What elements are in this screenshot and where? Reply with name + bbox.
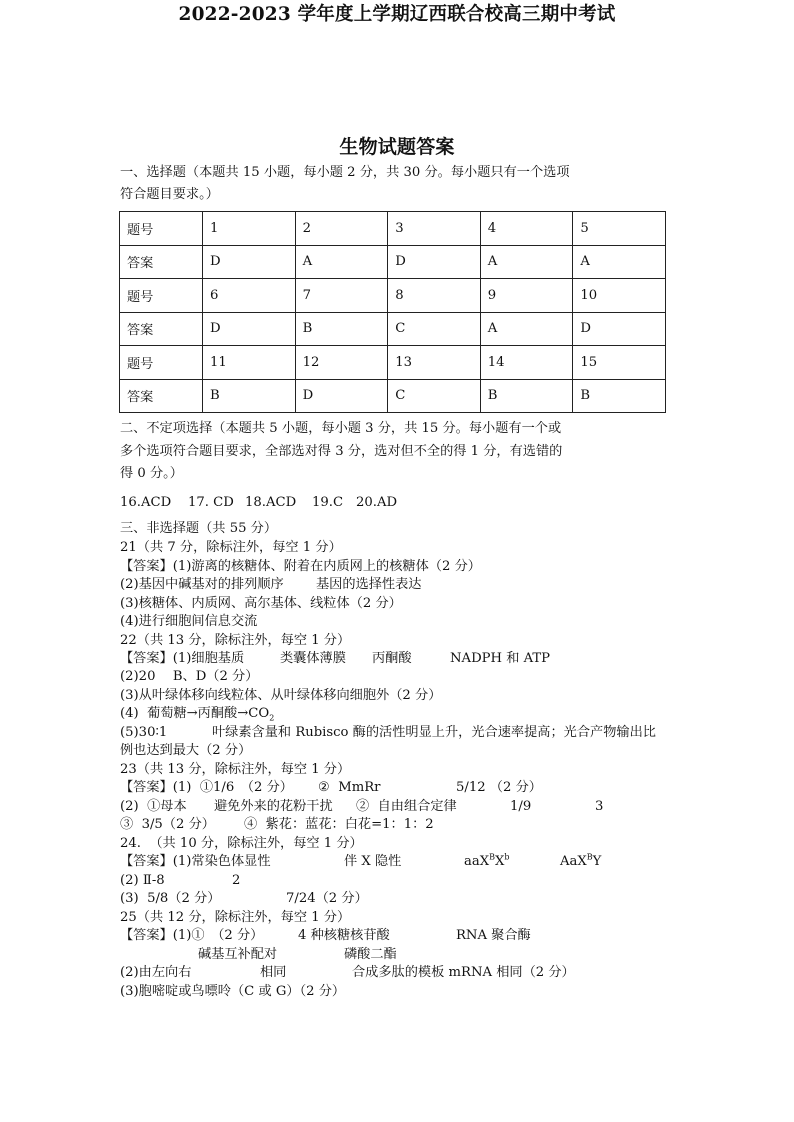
answer-table-cell: B — [573, 379, 666, 413]
answer-table-cell: A — [295, 245, 388, 279]
answer-table — [119, 211, 666, 413]
answer-table-cell: 5 — [573, 212, 666, 246]
answer-table-cell: A — [480, 245, 573, 279]
answer-table-cell: 4 — [480, 212, 573, 246]
q24-answer-3a: (3) 5/8（2 分） — [120, 891, 221, 906]
q25-answer-1d: 碱基互补配对 — [198, 947, 278, 962]
answer-table-cell: D — [388, 245, 481, 279]
q25-answer-1b: 4 种核糖核苷酸 — [298, 928, 390, 943]
section2-instructions-line3: 得 0 分。） — [120, 466, 183, 481]
answer-table-cell: B — [203, 379, 296, 413]
q21-answer-2a: (2)基因中碱基对的排列顺序 — [120, 577, 284, 592]
q25-answer-1e: 磷酸二酯 — [344, 947, 397, 962]
answer-table-cell: C — [388, 379, 481, 413]
q23-answer-3a: ③ 3/5（2 分） — [120, 817, 215, 832]
q22-answer-1d: NADPH 和 ATP — [450, 651, 551, 666]
answer-table-cell: D — [203, 312, 296, 346]
q24-answer-2a: (2) Ⅱ-8 — [120, 873, 165, 888]
q24-answer-1b: 伴 X 隐性 — [344, 854, 402, 869]
answer-table-cell: 6 — [203, 279, 296, 313]
q23-answer-1a: 【答案】(1) ①1/6 （2 分） — [120, 780, 293, 795]
answer-table-cell: B — [295, 312, 388, 346]
answer-table-cell: 14 — [480, 346, 573, 380]
answer-table-cell: 2 — [295, 212, 388, 246]
q21-answer-1: 【答案】(1)游离的核糖体、附着在内质网上的核糖体（2 分） — [120, 559, 481, 574]
q23-answer-2e: 3 — [595, 799, 604, 814]
q23-answer-2c: ② 自由组合定律 — [356, 799, 457, 814]
answer-table-cell: 1 — [203, 212, 296, 246]
q22-answer-5c: 例也达到最大（2 分） — [120, 743, 252, 758]
q21-answer-2b: 基因的选择性表达 — [316, 577, 422, 592]
answer-table-cell: 15 — [573, 346, 666, 380]
q21-answer-3: (3)核糖体、内质网、高尔基体、线粒体（2 分） — [120, 596, 402, 611]
q25-header: 25（共 12 分，除标注外，每空 1 分） — [120, 910, 351, 925]
answer-table-cell: B — [480, 379, 573, 413]
q24-genotype-1: $aaX^BX^b$ — [464, 852, 510, 869]
answer-table-cell: D — [295, 379, 388, 413]
q24-answer-1a: 【答案】(1)常染色体显性 — [120, 854, 271, 869]
multi-answer-16: 16.ACD — [120, 495, 172, 510]
answer-table-row — [120, 312, 666, 346]
answer-table-cell: A — [573, 245, 666, 279]
multi-answer-20: 20.AD — [356, 495, 398, 510]
q21-header: 21（共 7 分，除标注外，每空 1 分） — [120, 540, 342, 555]
answer-table-cell: 3 — [388, 212, 481, 246]
q22-answer-5b: 叶绿素含量和 Rubisco 酶的活性明显上升，光合速率提高；光合产物输出比 — [212, 725, 656, 740]
q23-header: 23（共 13 分，除标注外，每空 1 分） — [120, 762, 351, 777]
q25-answer-3: (3)胞嘧啶或鸟嘌呤（C 或 G）（2 分） — [120, 984, 346, 999]
section2-instructions-line1: 二、不定项选择（本题共 5 小题，每小题 3 分，共 15 分。每小题有一个或 — [120, 421, 562, 436]
answer-table-cell: C — [388, 312, 481, 346]
q25-answer-2c: 合成多肽的模板 mRNA 相同（2 分） — [352, 965, 575, 980]
answer-table-row-label: 答案 — [120, 312, 203, 346]
answer-table-cell: 12 — [295, 346, 388, 380]
answer-table-cell: D — [203, 245, 296, 279]
q23-answer-2a: (2) ①母本 — [120, 799, 187, 814]
q23-answer-2d: 1/9 — [510, 799, 532, 814]
answer-table-row — [120, 346, 666, 380]
answer-table-row — [120, 212, 666, 246]
q22-answer-1a: 【答案】(1)细胞基质 — [120, 651, 245, 666]
answer-table-row — [120, 379, 666, 413]
answer-table-row-label: 答案 — [120, 245, 203, 279]
q22-answer-2: (2)20 B、D（2 分） — [120, 669, 259, 684]
multi-answer-17: 17. CD — [188, 495, 234, 510]
document-title: 2022-2023 学年度上学期辽西联合校高三期中考试 — [178, 4, 616, 25]
answer-table-row — [120, 245, 666, 279]
answer-table-row-label: 题号 — [120, 212, 203, 246]
q23-answer-1c: 5/12 （2 分） — [456, 780, 542, 795]
answer-table-cell: 8 — [388, 279, 481, 313]
q24-answer-3b: 7/24（2 分） — [286, 891, 368, 906]
multi-answer-18: 18.ACD — [245, 495, 297, 510]
q25-answer-1c: RNA 聚合酶 — [456, 928, 531, 943]
answer-table-cell: A — [480, 312, 573, 346]
q22-answer-3: (3)从叶绿体移向线粒体、从叶绿体移向细胞外（2 分） — [120, 688, 442, 703]
q25-answer-2b: 相同 — [260, 965, 287, 980]
q21-answer-4: (4)进行细胞间信息交流 — [120, 614, 258, 629]
answer-table-cell: 11 — [203, 346, 296, 380]
answer-table-row-label: 题号 — [120, 346, 203, 380]
q25-answer-2a: (2)由左向右 — [120, 965, 192, 980]
q22-answer-4 — [120, 706, 275, 723]
q22-header: 22（共 13 分，除标注外，每空 1 分） — [120, 633, 351, 648]
q25-answer-1a: 【答案】(1)① （2 分） — [120, 928, 264, 943]
q23-answer-1b: ② MmRr — [318, 780, 381, 795]
section1-instructions-line2: 符合题目要求。） — [120, 187, 219, 202]
answer-table-cell: 9 — [480, 279, 573, 313]
document-subtitle: 生物试题答案 — [339, 136, 455, 158]
q24-header: 24. （共 10 分，除标注外，每空 1 分） — [120, 836, 363, 851]
q22-answer-1b: 类囊体薄膜 — [280, 651, 346, 666]
answer-table-cell: 13 — [388, 346, 481, 380]
answer-table-row — [120, 279, 666, 313]
answer-table-row-label: 题号 — [120, 279, 203, 313]
answer-table-cell: 10 — [573, 279, 666, 313]
q23-answer-3b: ④ 紫花：蓝花：白花=1：1：2 — [244, 817, 434, 832]
q24-answer-2b: 2 — [232, 873, 241, 888]
answer-table-row-label: 答案 — [120, 379, 203, 413]
q22-answer-5a: (5)30∶1 — [120, 725, 168, 740]
section3-heading: 三、非选择题（共 55 分） — [120, 521, 278, 536]
q23-answer-2b: 避免外来的花粉干扰 — [214, 799, 333, 814]
q24-genotype-2: AaX$^B$Y — [560, 852, 602, 869]
q22-answer-4-text: (4) 葡萄糖→丙酮酸→CO — [120, 706, 270, 721]
q22-answer-4-subscript: 2 — [269, 713, 275, 723]
answer-table-cell: D — [573, 312, 666, 346]
section2-instructions-line2: 多个选项符合题目要求，全部选对得 3 分，选对但不全的得 1 分，有选错的 — [120, 444, 563, 459]
section1-instructions-line1: 一、选择题（本题共 15 小题，每小题 2 分，共 30 分。每小题只有一个选项 — [120, 165, 570, 180]
q22-answer-1c: 丙酮酸 — [372, 651, 412, 666]
multi-answer-19: 19.C — [312, 495, 344, 510]
answer-table-cell: 7 — [295, 279, 388, 313]
